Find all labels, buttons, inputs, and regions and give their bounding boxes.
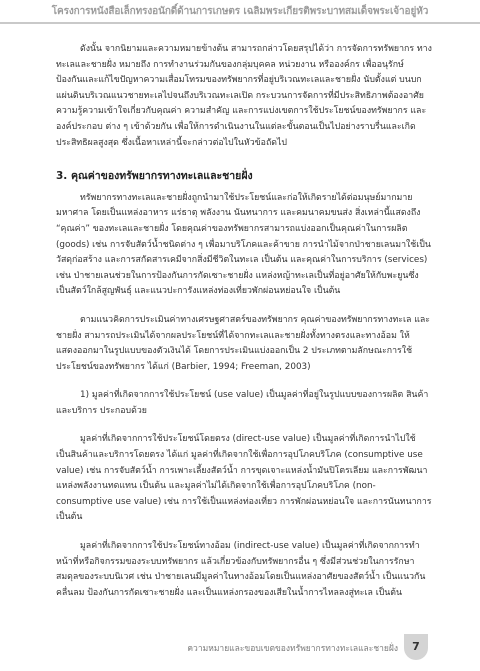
text-line: เช่น ป่าชายเลนช่วยในการป้องกันการกัดเซาะชายฝั่ง แหล่งหญ้าทะเลเป็นที่อยู่อาศัยให้กับพะยูนซึ่ง xyxy=(56,270,419,281)
text-line: value) เช่น การจับสัตว์น้ำ การเพาะเลี้ยงสัตว์น้ำ การขุดเจาะแหล่งน้ำมันปิโตรเลียม และการพัฒนา xyxy=(56,465,428,476)
body-paragraph xyxy=(56,539,432,601)
text-line: แผ่นดินบริเวณแนวชายทะเลไปจนถึงบริเวณทะเลเปิด กระบวนการจัดการที่มีประสิทธิภาพต้องอาศัย xyxy=(56,90,424,101)
text-line: ทางทะเลและชายฝั่ง หมายถึง การทำงานร่วมกันของกลุ่มบุคคล หน่วยงาน หรือองค์กร เพื่ออนุรักษ์ xyxy=(56,44,432,70)
text-line: แหล่งพลังงานทดแทน เป็นต้น และมูลค่าไม่ได้เกิดจากใช้เพื่อการอุปโภคบริโภค (non-consumptive xyxy=(56,481,376,507)
text-line: สมดุลของระบบนิเวศ เช่น ป่าชายเลนมีมูลค่าในทางอ้อมโดยเป็นแหล่งอาศัยของสัตว์น้ำ เป็นแนวกัน xyxy=(56,572,426,583)
running-header xyxy=(0,0,480,30)
text-line: มหาศาล โดยเป็นแหล่งอาหาร แร่ธาตุ พลังงาน นันทนาการ และคมนาคมขนส่ง สิ่งเหล่านี้แสดงถึง xyxy=(56,208,421,219)
text-line: เป็นสัตว์ใกล้สูญพันธุ์ และแนวปะการังแหล่งท่องเที่ยวพักผ่อนหย่อนใจ เป็นต้น xyxy=(56,286,341,297)
intro-paragraph xyxy=(56,42,432,151)
text-line: ซึ่งเนื้อหาเหล่านี้จะกล่าวต่อไปในหัวข้อถัดไป xyxy=(121,137,287,148)
text-line: และชายฝั่ง สามารถประเมินได้จากผลประโยชน์ที่ได้จากทะเลและชายฝั่งทั้งทางตรงและทางอ้อม ให้ xyxy=(56,314,431,341)
section-heading: 3. คุณค่าของทรัพยากรทางทะเลและชายฝั่ง xyxy=(56,170,253,183)
header-title: โครงการหนังสือเล็กทรงอนักดิ์ด้านการเกษตร เฉลิมพระเกียรติพระบาทสมเด็จพระเจ้าอยู่หัว xyxy=(51,6,429,17)
page-content xyxy=(56,42,432,601)
body-paragraph xyxy=(56,313,432,375)
text-line: use value) เช่น การใช้เป็นแหล่งท่องเที่ยว การพักผ่อนหย่อนใจ และการนันทนาการ เป็นต้น xyxy=(56,496,432,523)
text-line: แสดงออกมาในรูปแบบของตัวเงินได้ โดยการประเมินแบ่งออกเป็น 2 ประเภทตามลักษณะการใช้ xyxy=(56,346,413,357)
list-item xyxy=(56,388,432,419)
text-line: มูลค่าที่เกิดจากการใช้ประโยชน์ทางอ้อม (indirect-use value) เป็นมูลค่าที่เกิดจากการทำ xyxy=(80,541,420,552)
text-line: (goods) เช่น การจับสัตว์น้ำชนิดต่าง ๆ เพื่อมาบริโภคและค้าขาย การนำไม้จากป่าชายเลนมาใช้เป็น xyxy=(56,239,431,250)
text-line: ป้องกันและแก้ไขปัญหาความเสื่อมโทรมของทรัพยากรที่อยู่บริเวณทะเลและชายฝั่ง นับตั้งแต่ บนบก xyxy=(56,75,422,86)
text-line: สินค้าและบริการ ประกอบด้วย xyxy=(56,390,429,416)
text-line: 1) มูลค่าที่เกิดจากการใช้ประโยชน์ (use value) เป็นมูลค่าที่อยู่ในรูปแบบของการผลิต xyxy=(80,390,404,401)
text-line: “คุณค่า” ของทะเลและชายฝั่ง โดยคุณค่าของทรัพยากรสามารถแบ่งออกเป็นคุณค่าในการผลิต xyxy=(56,223,408,234)
body-paragraph xyxy=(56,432,432,526)
footer-text: ความหมายและขอบเขตของทรัพยากรทางทะเลและชายฝั่ง xyxy=(187,644,398,654)
text-line: ตามแนวคิดการประเมินค่าทางเศรษฐศาสตร์ของทรัพยากร คุณค่าของทรัพยากรทางทะเล xyxy=(80,314,412,325)
text-line: เป็นสินค้าและบริการโดยตรง ได้แก่ มูลค่าที่เกิดจากใช้เพื่อการอุปโภคบริโภค (consumptive use xyxy=(56,450,423,461)
page-number-badge: 7 xyxy=(404,634,428,660)
text-line: ต่าง ๆ เข้าด้วยกัน เพื่อให้การดำเนินงานในแต่ละขั้นตอนเป็นไปอย่างราบรื่นและเกิดประสิทธิผลสูงสุด xyxy=(56,121,416,148)
page-footer xyxy=(0,634,480,664)
text-line: ประโยชน์ของทรัพยากร ได้แก่ (Barbier, 1994; Freeman, 2003) xyxy=(56,361,311,372)
text-line: ดังนั้น จากนิยามและความหมายข้างต้น สามารถกล่าวโดยสรุปได้ว่า การจัดการทรัพยากร xyxy=(80,44,415,54)
text-line: ความรู้ความเข้าใจเกี่ยวกับคุณค่า ความสำคัญ และการแบ่งเขตการใช้ประโยชน์ของทรัพยากร และองค์ประกอบ xyxy=(56,106,427,132)
text-line: ทรัพยากรทางทะเลและชายฝั่งถูกนำมาใช้ประโยชน์และก่อให้เกิดรายได้ต่อมนุษย์มากมาย xyxy=(80,192,413,203)
text-line: หน้าที่หรือกิจกรรมของระบบทรัพยากร แล้วเกี่ยวข้องกับทรัพยากรอื่น ๆ ซึ่งมีส่วนช่วยในการรักษา xyxy=(56,556,415,567)
text-line: คลื่นลม ป้องกันการกัดเซาะชายฝั่ง และเป็นแหล่งกรองของเสียในน้ำการไหลลงสู่ทะเล เป็นต้น xyxy=(56,587,403,598)
header-rule xyxy=(0,22,480,24)
text-line: วัสดุก่อสร้าง และการสกัดสารเคมีจากสิ่งมีชีวิตในทะเล เป็นต้น และคุณค่าในการบริการ (services) xyxy=(56,255,428,266)
text-line: มูลค่าที่เกิดจากการใช้ประโยชน์โดยตรง (direct-use value) เป็นมูลค่าที่เกิดการนำไปใช้ xyxy=(80,434,416,445)
body-paragraph xyxy=(56,191,432,300)
